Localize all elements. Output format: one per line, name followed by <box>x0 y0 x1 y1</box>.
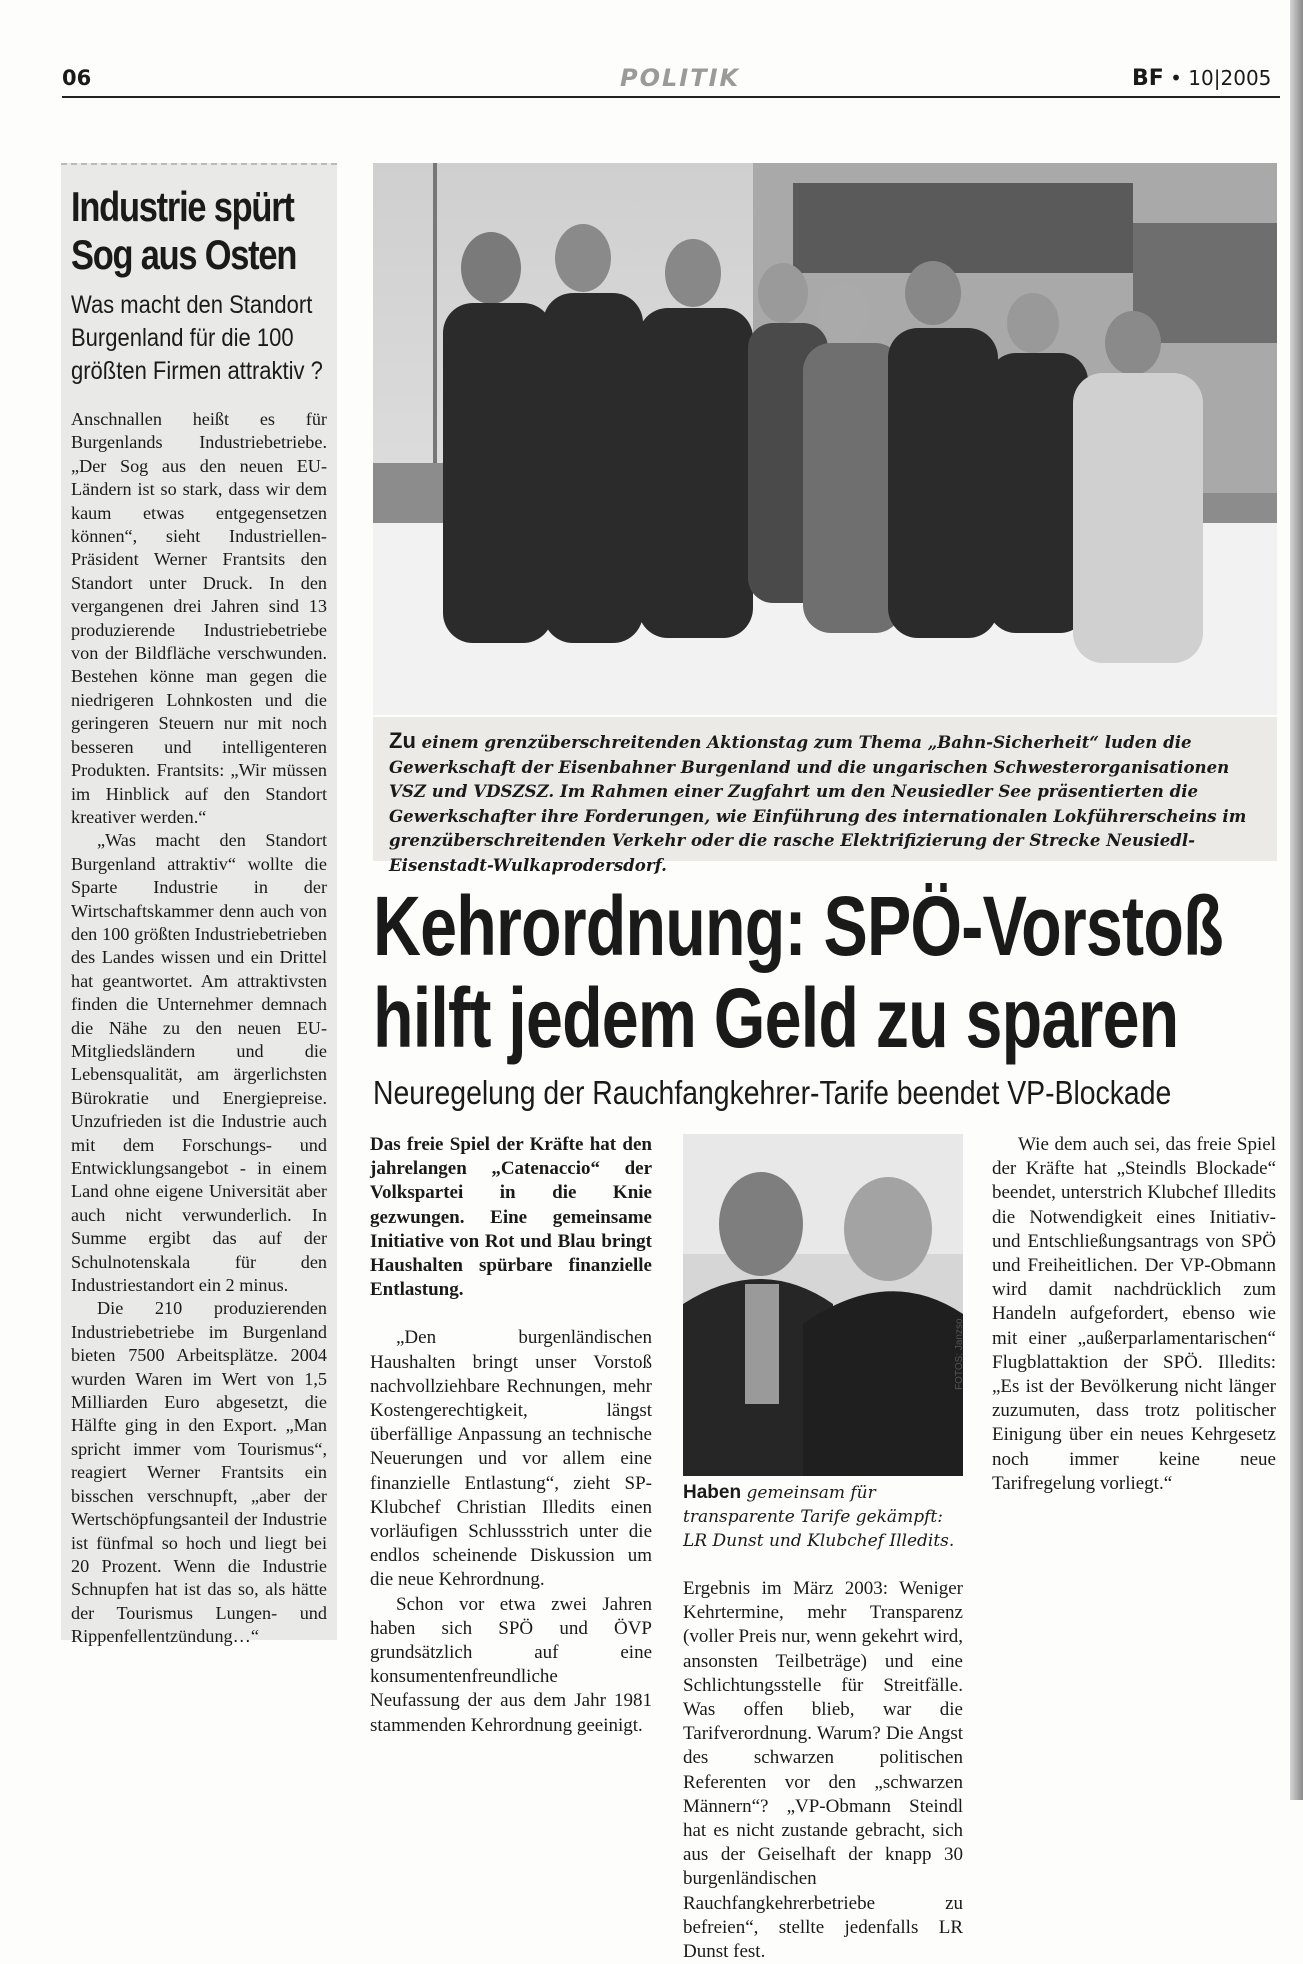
article-paragraph: Schon vor etwa zwei Jahren haben sich SPÖ und ÖVP grundsätzlich auf eine konsumentenfreundliche Neufassung der aus dem Jahr 1981 stammenden Kehrordnung geeinigt. <box>370 1593 652 1736</box>
section-label: POLITIK <box>620 64 741 92</box>
article-paragraph: Wie dem auch sei, das freie Spiel der Kräfte hat „Steindls Blockade“ beendet, unterstrich Klubchef Illedits die Notwendigkeit eines Initiativ- und Entschließungsantrags von SPÖ und Freiheitlichen. Der VP-Obmann wird damit nachdrücklich zum Handeln aufgefordert, ebenso wie mit einer „außerparlamentarischen“ Flugblattaktion der SPÖ. Illedits: „Es ist der Bevölkerung nicht länger zuzumuten, dass trotz politischer Einigung über ein neues Kehrgesetz noch immer keine neue Tarifregelung vorliegt.“ <box>992 1134 1276 1494</box>
sidebar-deck: Was macht den Standort Burgenland für die 100 größten Firmen attraktiv ? <box>71 291 323 385</box>
photo-caption <box>373 717 1277 875</box>
article-subhead: Neuregelung der Rauchfangkehrer-Tarife beendet VP-Blockade <box>373 1074 1172 1111</box>
portrait-caption-text: gemeinsam für transparente Tarife gekämpft: LR Dunst und Klubchef Illedits. <box>683 1483 955 1551</box>
sidebar-box <box>61 163 337 1647</box>
portrait-photo <box>683 1134 963 1476</box>
sidebar-paragraph: Anschnallen heißt es für Burgenlands Industriebetriebe. „Der Sog aus den neuen EU-Ländern ist so stark, dass wir dem kaum etwas entgegensetzen können“, sieht Industriellen-Präsident Werner Frantsits den Standort unter Druck. In den vergangenen drei Jahren sind 13 produzierende Industriebetriebe von der Bildfläche verschwunden. Bestehen könne man gegen die niedrigeren Lohnkosten und die geringeren Steuern nur mit noch besseren und intelligenteren Produkten. Frantsits: „Wir müssen im Hinblick auf den Standort kreativer werden.“ <box>71 409 327 827</box>
group-photo <box>373 163 1277 715</box>
masthead <box>1132 66 1271 91</box>
headline-line-1: Kehrordnung: SPÖ-Vorstoß <box>373 879 1223 973</box>
article-paragraph: Ergebnis im März 2003: Weniger Kehrtermine, mehr Transparenz (voller Preis nur, wenn gekehrt wird, ansonsten Teilbeträge) und eine Schlichtungsstelle für Streitfälle. Was offen blieb, war die Tarifverordnung. Warum? Die Angst des schwarzen politischen Referenten vor den „schwarzen Männern“? „VP-Obmann Steindl hat es nicht zustande gebracht, sich aus der Geiselhaft der knapp 30 burgenländischen Rauchfangkehrerbetriebe zu befreien“, stellte jedenfalls LR Dunst fest. <box>683 1578 963 1963</box>
sidebar-body <box>71 408 327 1649</box>
headline-line-2: hilft jedem Geld zu sparen <box>373 971 1179 1065</box>
article-headline <box>373 880 1289 1064</box>
article-column-2 <box>683 1577 963 1964</box>
article-paragraph: „Den burgenländischen Haushalten bringt unser Vorstoß nachvollziehbare Rechnungen, mehr Kostengerechtigkeit, längst überfällige Anpassung an technische Neuerungen und vor allem eine finanzielle Entlastung“, zieht SP-Klubchef Christian Illedits einen vorläufigen Schlussstrich unter die endlos scheinende Diskussion um die neue Kehrordnung. <box>370 1327 652 1591</box>
photo-credit: FOTOS: Janzso <box>954 1318 965 1390</box>
header-rule <box>62 96 1280 98</box>
article-column-1 <box>370 1133 652 1738</box>
portrait-caption <box>683 1481 963 1553</box>
article-intro: Das freie Spiel der Kräfte hat den jahrelangen „Catenaccio“ der Volkspartei in die Knie gezwungen. Eine gemeinsame Initiative von Rot und Blau bringt Haushalten spürbare finanzielle Entlastung. <box>370 1134 652 1301</box>
masthead-logo: BF <box>1132 66 1164 91</box>
sidebar-title: Industrie spürt Sog aus Osten <box>71 183 297 278</box>
issue-date: • 10|2005 <box>1170 66 1272 90</box>
article-column-3 <box>992 1133 1276 1496</box>
page-binding-edge <box>1290 0 1303 1800</box>
portrait-caption-lead: Haben <box>683 1482 742 1503</box>
page-number: 06 <box>62 66 92 90</box>
sidebar-paragraph: Die 210 produzierenden Industriebetriebe im Burgenland bieten 7500 Arbeitsplätze. 2004 wurden Waren im Wert von 1,5 Milliarden Euro abgesetzt, die Hälfte ging in den Export. „Man spricht immer vom Tourismus“, reagiert Werner Frantsits ein bisschen verschnupft, „aber der Wertschöpfungsanteil der Industrie ist fünfmal so hoch und liegt bei 20 Prozent. Wenn die Industrie Schnupfen hat ist das so, als hätte der Tourismus Lungen- und Rippenfellentzündung…“ <box>71 1298 327 1647</box>
caption-text: einem grenzüberschreitenden Aktionstag zum Thema „Bahn-Sicherheit“ luden die Gewerkschaft der Eisenbahner Burgenland und die ungarischen Schwesterorganisationen VSZ und VDSZSZ. Im Rahmen einer Zugfahrt um den Neusiedler See präsentierten die Gewerkschafter ihre Forderungen, wie Einführung des internationalen Lokführerscheins im grenzüberschreitenden Verkehr oder die rasche Elektrifizierung der Strecke Neusiedl-Eisenstadt-Wulkaprodersdorf. <box>389 732 1247 875</box>
caption-lead: Zu <box>389 728 416 753</box>
sidebar-paragraph: „Was macht den Standort Burgenland attraktiv“ wollte die Sparte Industrie in der Wirtschaftskammer denn auch von den 100 größten Industriebetrieben des Landes wissen und ein Drittel hat geantwortet. Am attraktivsten finden die Unternehmer demnach die Nähe zu den neuen EU-Mitgliedsländern und die Lebensqualität, am ärgerlichsten Bürokratie und Energiepreise. Unzufrieden ist die Industrie auch mit dem Forschungs- und Entwicklungsangebot - in einem Land ohne eigene Universität aber auch nicht verwunderlich. In Summe ergibt das auf der Schulnotenskala für den Industriestandort ein 2 minus. <box>71 830 327 1296</box>
